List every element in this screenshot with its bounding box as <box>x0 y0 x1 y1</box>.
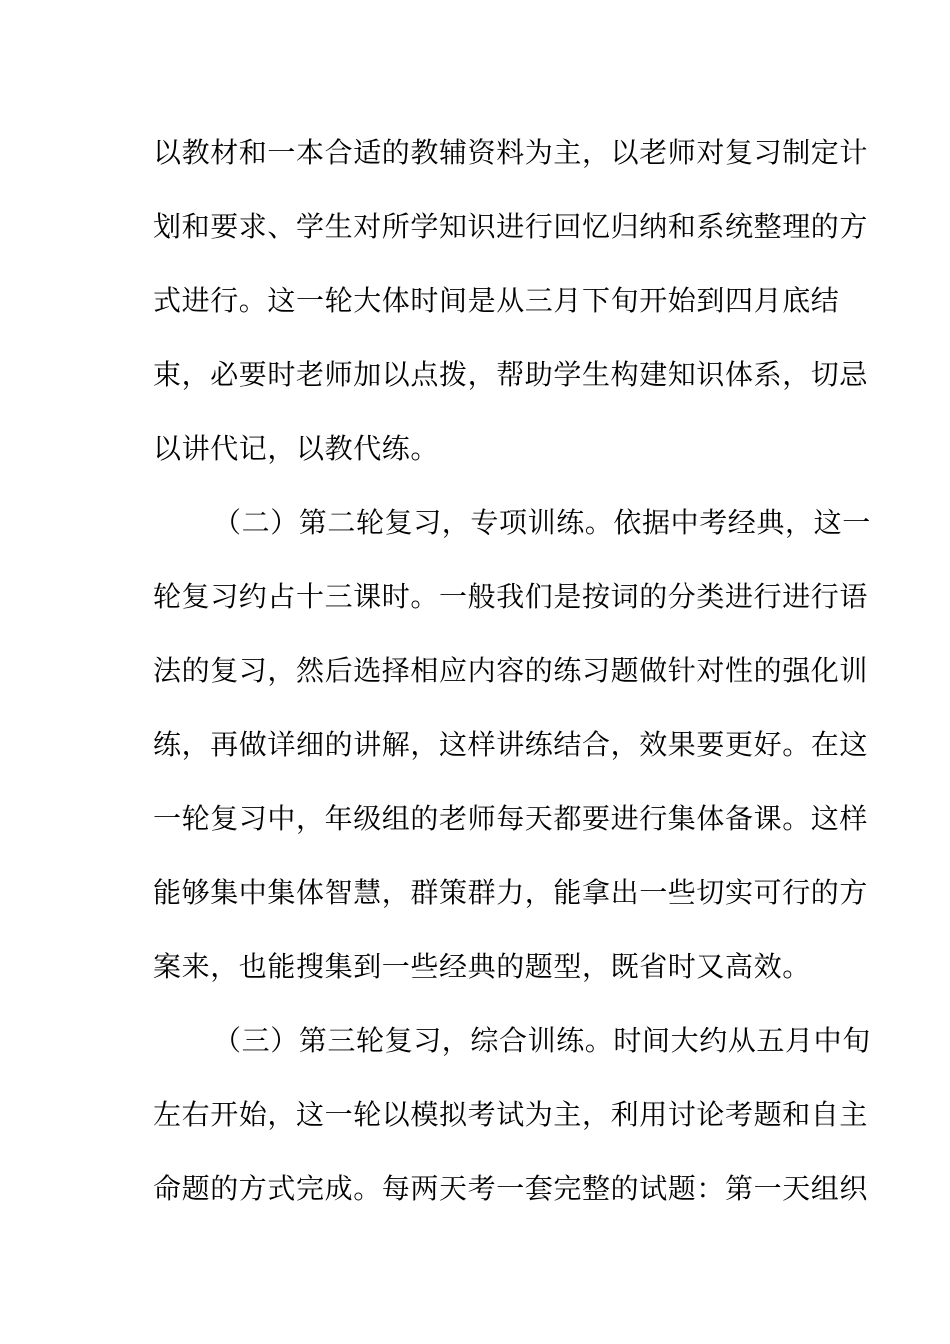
text-line: 命题的方式完成。每两天考一套完整的试题：第一天组织 <box>153 1172 869 1205</box>
text-line: 轮复习约占十三课时。一般我们是按词的分类进行进行语 <box>153 580 869 613</box>
paragraph-start-line: （二）第二轮复习，专项训练。依据中考经典，这一 <box>213 506 871 539</box>
text-line: 以讲代记，以教代练。 <box>153 432 440 465</box>
text-line: 左右开始，这一轮以模拟考试为主，利用讨论考题和自主 <box>153 1098 869 1131</box>
text-line: 划和要求、学生对所学知识进行回忆归纳和系统整理的方 <box>153 210 869 243</box>
text-line: 能够集中集体智慧，群策群力，能拿出一些切实可行的方 <box>153 876 869 909</box>
text-line: 一轮复习中，年级组的老师每天都要进行集体备课。这样 <box>153 802 869 835</box>
text-line: 以教材和一本合适的教辅资料为主，以老师对复习制定计 <box>153 136 869 169</box>
text-line: 练，再做详细的讲解，这样讲练结合，效果要更好。在这 <box>153 728 869 761</box>
text-line: 法的复习，然后选择相应内容的练习题做针对性的强化训 <box>153 654 869 687</box>
text-line: 案来，也能搜集到一些经典的题型，既省时又高效。 <box>153 950 811 983</box>
text-line: 束，必要时老师加以点拨，帮助学生构建知识体系，切忌 <box>153 358 869 391</box>
text-line: 式进行。这一轮大体时间是从三月下旬开始到四月底结 <box>153 284 840 317</box>
paragraph-start-line: （三）第三轮复习，综合训练。时间大约从五月中旬 <box>213 1024 871 1057</box>
